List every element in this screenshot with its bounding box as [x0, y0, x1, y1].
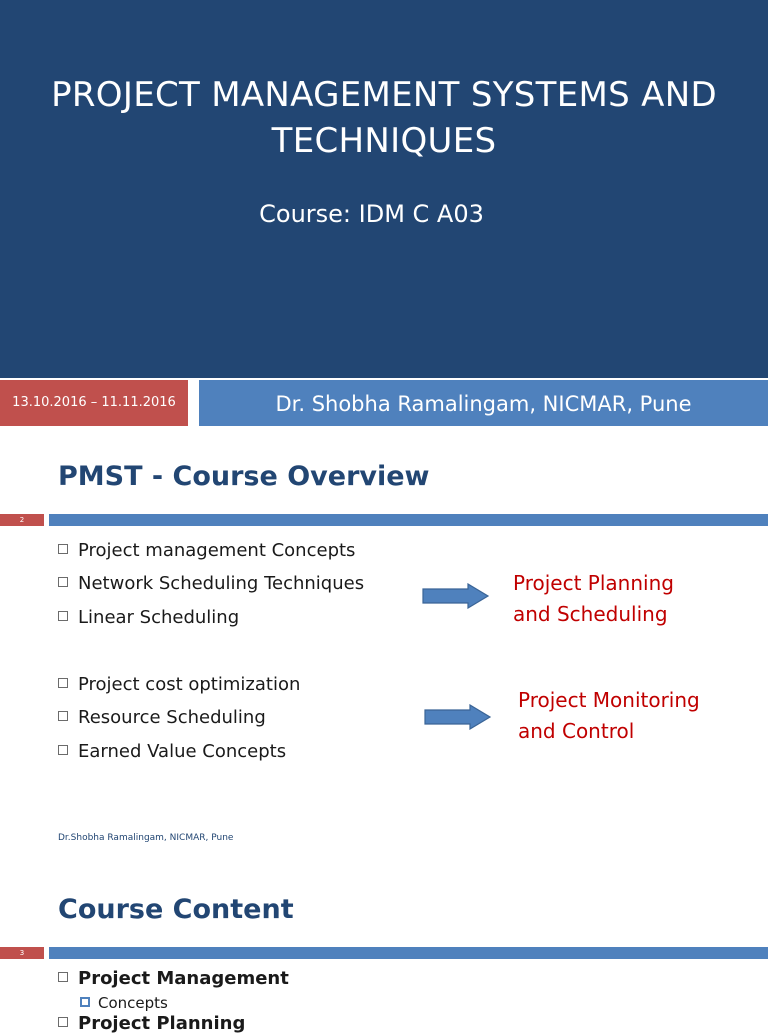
- bullet-box-icon: [58, 577, 68, 587]
- overview-bullet: [58, 707, 266, 729]
- planning-label-line-1: Project Planning: [513, 571, 674, 595]
- slide-2-rule: [0, 514, 768, 526]
- bullet-text: Resource Scheduling: [78, 707, 266, 728]
- planning-label: [513, 568, 674, 630]
- bullet-box-icon: [58, 611, 68, 621]
- rule-bar: [49, 947, 768, 959]
- sub-bullet-square-icon: [80, 997, 90, 1007]
- slide-footer: Dr.Shobha Ramalingam, NICMAR, Pune: [58, 833, 234, 843]
- overview-bullet: [58, 540, 355, 562]
- monitoring-label: [518, 685, 700, 747]
- slide-3-rule: [0, 947, 768, 959]
- author-banner: Dr. Shobha Ramalingam, NICMAR, Pune: [199, 380, 768, 426]
- content-sub-bullet: [80, 993, 168, 1013]
- bullet-text: Project management Concepts: [78, 540, 356, 561]
- overview-bullet: [58, 741, 286, 763]
- slide-number: 2: [0, 514, 44, 526]
- bullet-box-icon: [58, 972, 68, 982]
- title-slide: [0, 0, 768, 440]
- course-code: Course: IDM C A03: [259, 200, 484, 228]
- main-title: [0, 72, 768, 164]
- bullet-box-icon: [58, 1017, 68, 1027]
- content-bullet-partial: [58, 1013, 245, 1035]
- bullet-box-icon: [58, 544, 68, 554]
- right-arrow-icon: [424, 704, 492, 730]
- overview-bullet: [58, 607, 239, 629]
- rule-bar: [49, 514, 768, 526]
- bullet-text: Project cost optimization: [78, 674, 301, 695]
- content-title: Course Content: [58, 894, 294, 925]
- title-line-1: PROJECT MANAGEMENT SYSTEMS AND: [51, 75, 717, 115]
- monitoring-label-line-1: Project Monitoring: [518, 688, 700, 712]
- title-band: [0, 0, 768, 378]
- slide-number: 3: [0, 947, 44, 959]
- bullet-text: Project Planning: [78, 1013, 246, 1034]
- bullet-text: Earned Value Concepts: [78, 741, 287, 762]
- bullet-text: Linear Scheduling: [78, 607, 240, 628]
- bullet-box-icon: [58, 745, 68, 755]
- bullet-box-icon: [58, 711, 68, 721]
- monitoring-label-line-2: and Control: [518, 719, 635, 743]
- title-line-2: TECHNIQUES: [271, 121, 497, 161]
- bullet-text: Network Scheduling Techniques: [78, 573, 365, 594]
- overview-bullet: [58, 674, 300, 696]
- right-arrow-icon: [422, 583, 490, 609]
- bullet-box-icon: [58, 678, 68, 688]
- planning-label-line-2: and Scheduling: [513, 602, 668, 626]
- bullet-text: Project Management: [78, 968, 289, 989]
- overview-title: PMST - Course Overview: [58, 461, 430, 492]
- content-bullet: [58, 968, 289, 990]
- overview-bullet: [58, 573, 364, 595]
- sub-bullet-text: Concepts: [98, 994, 168, 1012]
- date-range: 13.10.2016 – 11.11.2016: [0, 380, 188, 426]
